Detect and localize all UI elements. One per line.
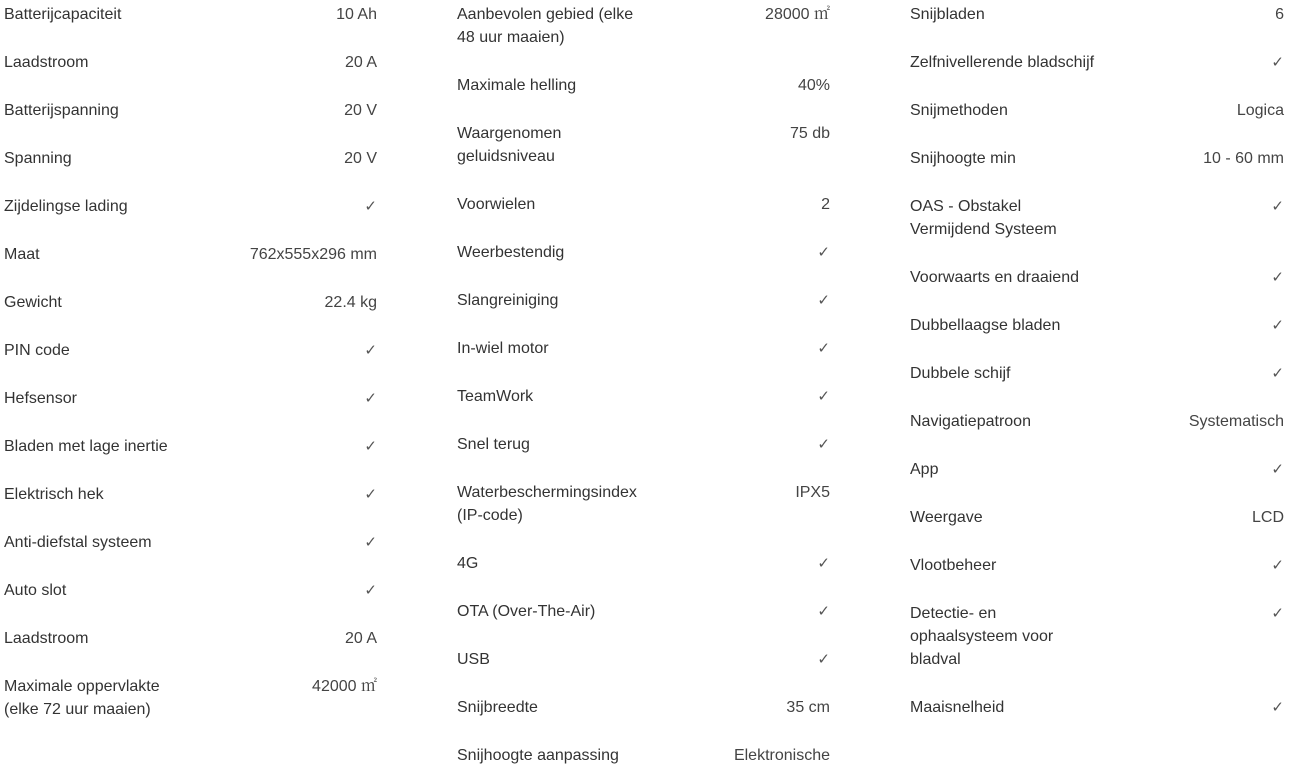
spec-row (4, 195, 377, 243)
spec-row (457, 3, 830, 74)
spec-label: Weergave (910, 509, 983, 526)
check-icon: ✓ (1271, 268, 1284, 286)
spec-value: 20 A (344, 630, 377, 647)
spec-label: Gewicht (4, 294, 62, 311)
spec-row (4, 483, 377, 531)
check-icon: ✓ (1271, 698, 1284, 716)
spec-label: App (910, 461, 939, 478)
spec-label: Hefsensor (4, 390, 77, 407)
spec-row (4, 627, 377, 675)
spec-row (910, 99, 1284, 147)
spec-label: Anti-diefstal systeem (4, 534, 152, 551)
spec-label: Detectie- en ophaalsysteem voor bladval (910, 605, 1054, 668)
spec-label: Snijhoogte aanpassing (457, 747, 619, 764)
spec-row (4, 579, 377, 627)
spec-label: OTA (Over-The-Air) (457, 603, 596, 620)
spec-row (457, 241, 830, 289)
spec-value: Systematisch (1188, 413, 1284, 430)
spec-label: Auto slot (4, 582, 67, 599)
spec-label: Slangreiniging (457, 292, 559, 309)
spec-label: Batterijcapaciteit (4, 6, 122, 23)
spec-row (910, 696, 1284, 744)
spec-row (457, 193, 830, 241)
spec-label: Maximale helling (457, 77, 577, 94)
spec-row (910, 410, 1284, 458)
spec-label: PIN code (4, 342, 70, 359)
spec-row (4, 675, 377, 746)
spec-label: Maximale oppervlakte (elke 72 uur maaien) (4, 678, 160, 718)
spec-label: Batterijspanning (4, 102, 119, 119)
check-icon: ✓ (364, 485, 377, 503)
spec-column-1 (4, 3, 377, 746)
spec-row (4, 387, 377, 435)
check-icon: ✓ (1271, 556, 1284, 574)
spec-row (457, 744, 830, 780)
spec-label: Maaisnelheid (910, 699, 1005, 716)
spec-label: TeamWork (457, 388, 534, 405)
check-icon: ✓ (817, 243, 830, 261)
spec-row (910, 266, 1284, 314)
spec-row (457, 552, 830, 600)
spec-label: USB (457, 651, 490, 668)
spec-row (4, 531, 377, 579)
spec-value: 20 V (344, 102, 377, 119)
spec-row (4, 147, 377, 195)
check-icon: ✓ (364, 341, 377, 359)
check-icon: ✓ (1271, 316, 1284, 334)
spec-row (4, 435, 377, 483)
spec-label: Bladen met lage inertie (4, 438, 168, 455)
spec-row (457, 648, 830, 696)
spec-label: Spanning (4, 150, 72, 167)
spec-column-2 (457, 3, 830, 780)
spec-row (910, 602, 1284, 696)
spec-row (910, 147, 1284, 195)
spec-label: Snijbreedte (457, 699, 538, 716)
spec-value: 762x555x296 mm (249, 246, 377, 263)
spec-label: Dubbellaagse bladen (910, 317, 1061, 334)
check-icon: ✓ (364, 389, 377, 407)
check-icon: ✓ (1271, 197, 1284, 215)
spec-value: 10 Ah (336, 6, 377, 23)
spec-row (457, 74, 830, 122)
spec-label: Waargenomen geluidsniveau (457, 125, 562, 165)
spec-value: 40% (797, 77, 830, 94)
spec-label: Weerbestendig (457, 244, 565, 261)
check-icon: ✓ (364, 581, 377, 599)
spec-label: Dubbele schijf (910, 365, 1011, 382)
check-icon: ✓ (817, 339, 830, 357)
spec-row (457, 122, 830, 193)
spec-label: Navigatiepatroon (910, 413, 1031, 430)
check-icon: ✓ (1271, 604, 1284, 622)
spec-row (910, 458, 1284, 506)
spec-value: 20 A (344, 54, 377, 71)
spec-label: OAS - Obstakel Vermijdend Systeem (910, 198, 1057, 238)
spec-label: Snijhoogte min (910, 150, 1016, 167)
spec-value: Elektronische (733, 747, 830, 764)
spec-value: 42000 ㎡ (312, 678, 377, 695)
check-icon: ✓ (364, 197, 377, 215)
check-icon: ✓ (1271, 53, 1284, 71)
spec-label: Zelfnivellerende bladschijf (910, 54, 1095, 71)
spec-label: Voorwaarts en draaiend (910, 269, 1079, 286)
spec-row (910, 51, 1284, 99)
spec-value: 2 (821, 196, 830, 213)
check-icon: ✓ (817, 602, 830, 620)
spec-label: Elektrisch hek (4, 486, 104, 503)
spec-value: 22.4 kg (324, 294, 377, 311)
spec-value: 28000 ㎡ (765, 6, 830, 23)
spec-value: 6 (1275, 6, 1284, 23)
spec-label: Vlootbeheer (910, 557, 997, 574)
spec-row (4, 3, 377, 51)
spec-row (457, 289, 830, 337)
spec-value: LCD (1251, 509, 1284, 526)
spec-row (910, 3, 1284, 51)
spec-row (4, 243, 377, 291)
spec-row (457, 433, 830, 481)
spec-label: Aanbevolen gebied (elke 48 uur maaien) (457, 6, 634, 46)
spec-label: Voorwielen (457, 196, 536, 213)
spec-row (910, 506, 1284, 554)
spec-row (910, 314, 1284, 362)
spec-row (457, 600, 830, 648)
spec-row (4, 339, 377, 387)
spec-row (4, 291, 377, 339)
spec-row (910, 554, 1284, 602)
spec-value: 20 V (344, 150, 377, 167)
check-icon: ✓ (817, 387, 830, 405)
check-icon: ✓ (817, 554, 830, 572)
spec-row (457, 481, 830, 552)
spec-label: Snel terug (457, 436, 530, 453)
spec-label: In-wiel motor (457, 340, 549, 357)
spec-label: Snijmethoden (910, 102, 1008, 119)
spec-row (457, 337, 830, 385)
spec-value: Logica (1236, 102, 1284, 119)
spec-row (910, 195, 1284, 266)
check-icon: ✓ (817, 291, 830, 309)
spec-value: IPX5 (795, 484, 830, 501)
check-icon: ✓ (1271, 364, 1284, 382)
spec-label: Laadstroom (4, 630, 89, 647)
spec-column-3 (910, 3, 1284, 744)
check-icon: ✓ (817, 435, 830, 453)
spec-row (457, 696, 830, 744)
spec-value: 10 - 60 mm (1203, 150, 1284, 167)
check-icon: ✓ (817, 650, 830, 668)
spec-label: Waterbeschermingsindex (IP-code) (457, 484, 637, 524)
spec-row (4, 51, 377, 99)
spec-row (910, 362, 1284, 410)
spec-label: Zijdelingse lading (4, 198, 128, 215)
spec-row (457, 385, 830, 433)
spec-label: 4G (457, 555, 479, 572)
spec-label: Laadstroom (4, 54, 89, 71)
spec-label: Snijbladen (910, 6, 985, 23)
spec-value: 75 db (789, 125, 830, 142)
check-icon: ✓ (1271, 460, 1284, 478)
check-icon: ✓ (364, 437, 377, 455)
spec-label: Maat (4, 246, 40, 263)
spec-value: 35 cm (786, 699, 830, 716)
check-icon: ✓ (364, 533, 377, 551)
spec-row (4, 99, 377, 147)
